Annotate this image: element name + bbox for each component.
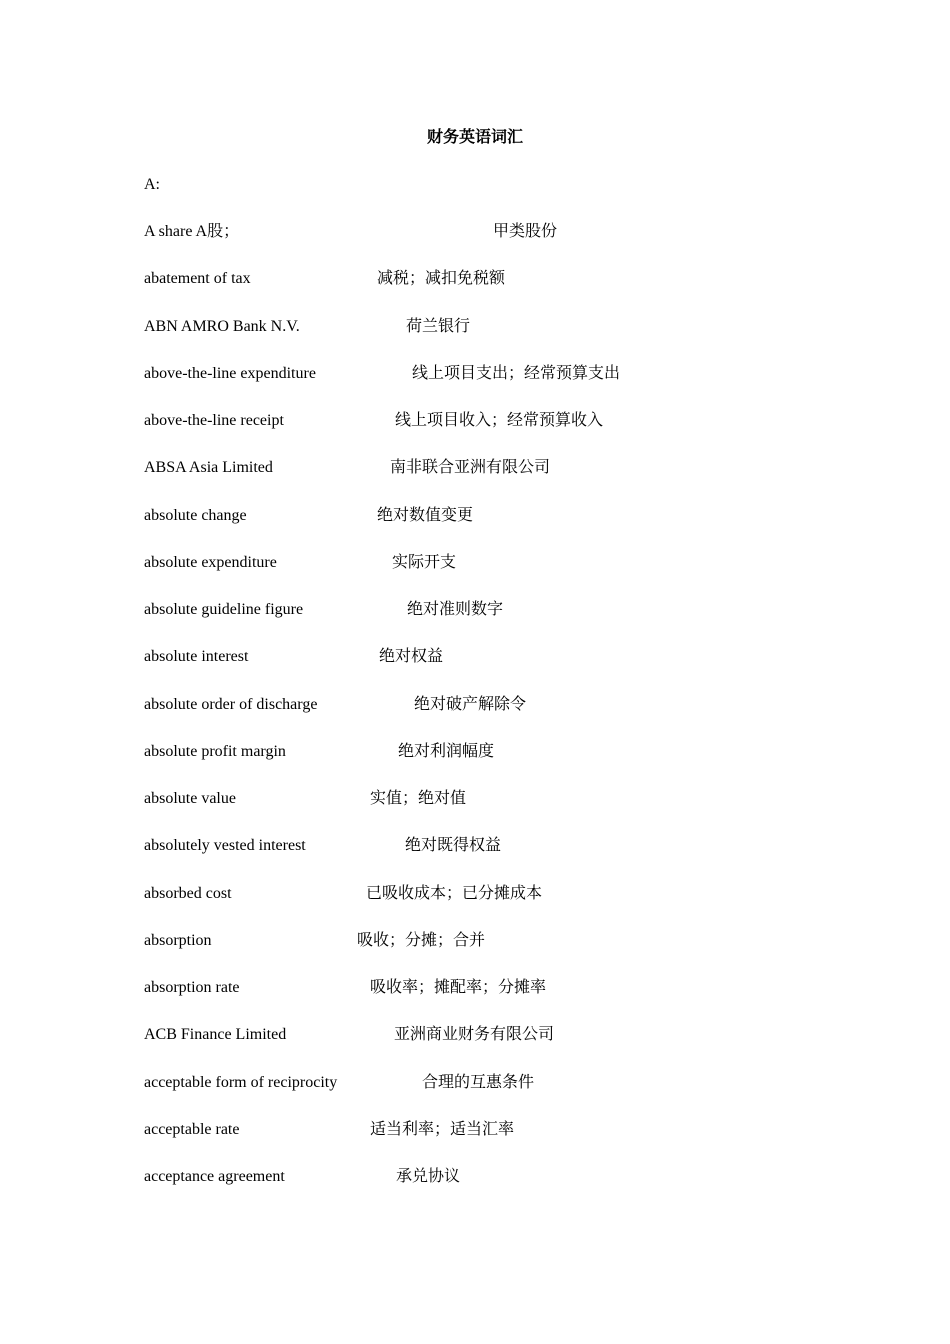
glossary-entry	[144, 411, 824, 458]
glossary-entry	[144, 836, 824, 883]
entry-term: absolute value	[144, 790, 236, 807]
entry-definition: 合理的互惠条件	[422, 1073, 535, 1091]
glossary-entry	[144, 647, 824, 694]
entry-definition: 绝对既得权益	[405, 837, 502, 855]
entry-term: ABN AMRO Bank N.V.	[144, 317, 300, 335]
glossary-list	[144, 222, 824, 1214]
entry-definition: 荷兰银行	[406, 317, 471, 335]
entry-term: absolute expenditure	[144, 553, 277, 571]
entry-term: A share A股；	[144, 223, 240, 240]
entry-definition: 适当利率；适当汇率	[370, 1120, 515, 1138]
entry-definition: 实际开支	[392, 553, 457, 571]
entry-definition: 南非联合亚洲有限公司	[390, 459, 551, 477]
entry-term: acceptable rate	[144, 1120, 240, 1138]
entry-term: acceptance agreement	[144, 1168, 285, 1185]
entry-definition: 绝对利润幅度	[398, 742, 495, 760]
glossary-entry	[144, 269, 824, 316]
glossary-entry	[144, 222, 824, 269]
section-heading: A:	[144, 176, 160, 193]
entry-term: absorbed cost	[144, 884, 232, 902]
glossary-entry	[144, 364, 824, 411]
entry-definition: 实值；绝对值	[370, 790, 467, 807]
entry-definition: 已吸收成本；已分摊成本	[366, 884, 543, 902]
entry-definition: 承兑协议	[396, 1168, 461, 1185]
entry-definition: 吸收；分摊；合并	[357, 931, 486, 949]
entry-term: ACB Finance Limited	[144, 1026, 287, 1044]
glossary-entry	[144, 695, 824, 742]
glossary-entry	[144, 978, 824, 1025]
entry-definition: 减税；减扣免税额	[377, 270, 506, 288]
glossary-entry	[144, 600, 824, 647]
glossary-entry	[144, 1073, 824, 1120]
entry-definition: 绝对破产解除令	[414, 695, 527, 713]
entry-term: absolute order of discharge	[144, 695, 318, 713]
entry-definition: 线上项目收入；经常预算收入	[395, 412, 604, 429]
glossary-entry	[144, 506, 824, 553]
glossary-entry	[144, 742, 824, 789]
entry-term: absolute change	[144, 506, 247, 524]
entry-term: absolutely vested interest	[144, 837, 306, 855]
entry-definition: 绝对数值变更	[377, 506, 474, 524]
entry-definition: 甲类股份	[493, 223, 558, 240]
document-title: 财务英语词汇	[426, 129, 523, 146]
entry-term: above-the-line expenditure	[144, 364, 316, 382]
entry-definition: 吸收率；摊配率；分摊率	[370, 979, 547, 996]
entry-term: absolute interest	[144, 648, 249, 666]
entry-term: above-the-line receipt	[144, 412, 284, 429]
glossary-entry	[144, 884, 824, 931]
glossary-entry	[144, 317, 824, 364]
entry-term: acceptable form of reciprocity	[144, 1073, 338, 1091]
entry-term: abatement of tax	[144, 270, 251, 288]
entry-definition: 线上项目支出；经常预算支出	[412, 364, 621, 382]
glossary-entry	[144, 1120, 824, 1167]
entry-term: absorption	[144, 931, 212, 949]
entry-term: absorption rate	[144, 979, 240, 996]
glossary-entry	[144, 553, 824, 600]
entry-term: ABSA Asia Limited	[144, 459, 273, 477]
entry-definition: 绝对权益	[379, 648, 444, 666]
glossary-entry	[144, 789, 824, 836]
entry-term: absolute profit margin	[144, 742, 286, 760]
glossary-entry	[144, 1025, 824, 1072]
entry-definition: 绝对准则数字	[407, 601, 504, 618]
glossary-entry	[144, 458, 824, 505]
entry-term: absolute guideline figure	[144, 601, 304, 618]
glossary-entry	[144, 931, 824, 978]
entry-definition: 亚洲商业财务有限公司	[394, 1026, 555, 1044]
glossary-entry	[144, 1167, 824, 1214]
